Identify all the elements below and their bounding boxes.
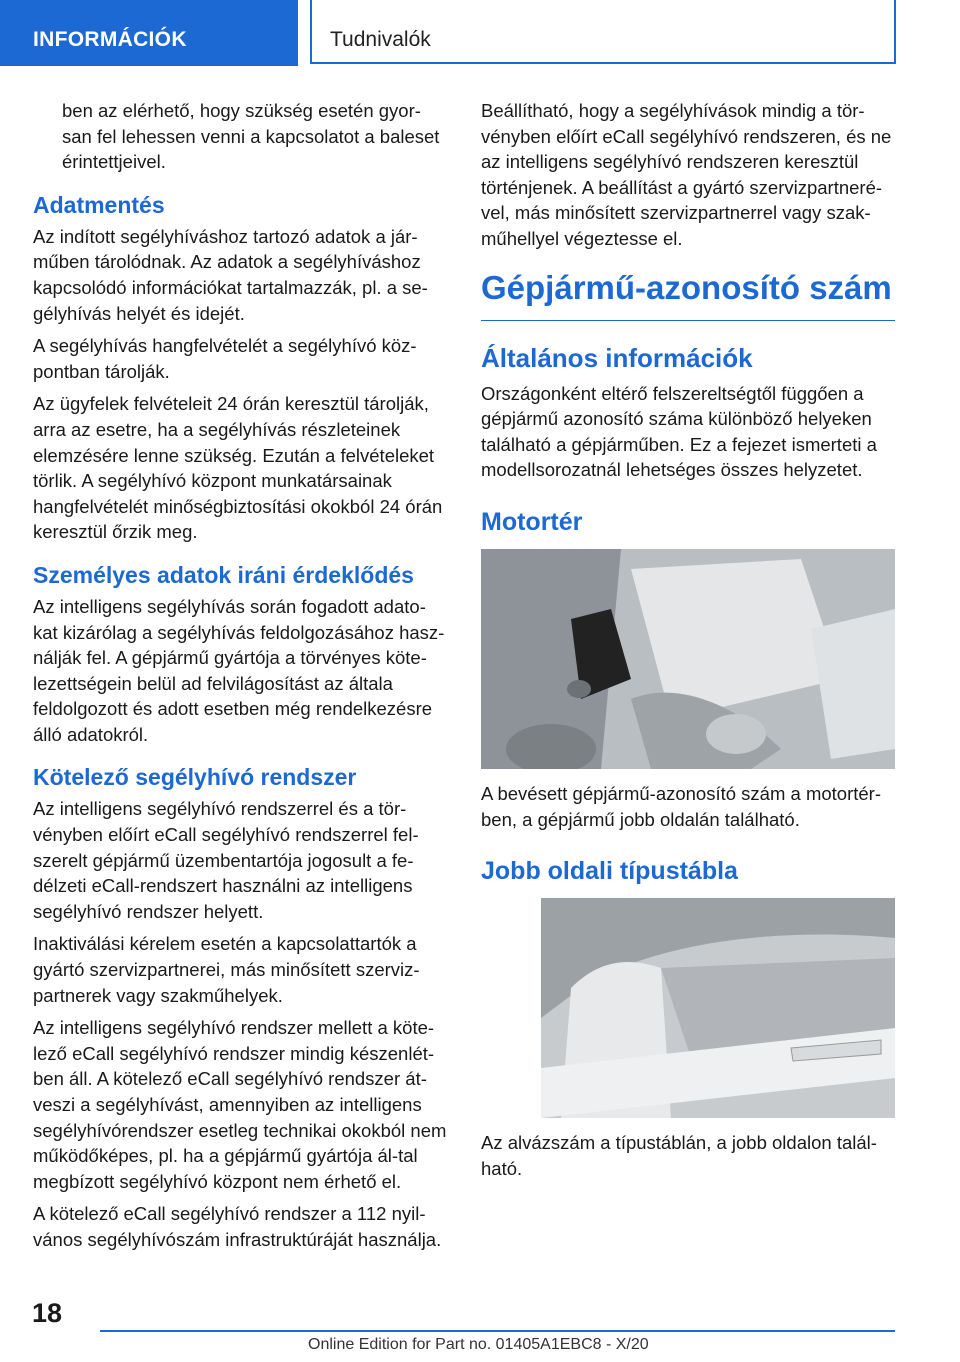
tipustabla-heading: Jobb oldali típustábla [481, 857, 738, 886]
section-tab: INFORMÁCIÓK [0, 0, 298, 66]
edition-text: Online Edition for Part no. 01405A1EBC8 - X/20 [308, 1336, 649, 1353]
left-intro-paragraph: ben az elérhető, hogy szükség esetén gyor-san fel lehessen venni a kapcsolatot a baleset érintettjeivel. [62, 100, 440, 173]
kotelezo-heading: Kötelező segélyhívó rendszer [33, 764, 357, 791]
altalanos-heading: Általános információk [481, 342, 753, 373]
right-intro-paragraph: Beállítható, hogy a segélyhívások mindig a tör-vényben előírt eCall segélyhívó rendszeren, és ne az intelligens segélyhívó rendszeren keresztül történjenek. A beállítást a gyártó szervizpartneré-vel, más minősített szervizpartnerrel vagy szak-műhellyel végeztesse el. [481, 100, 892, 249]
door-sill-illustration [541, 898, 895, 1118]
kotelezo-paragraph-3: Az intelligens segélyhívó rendszer mellett a köte-lező eCall segélyhívó rendszer mindig készenlét-ben áll. A kötelező eCall segélyhívó rendszer át-veszi a segélyhívást, amennyiben az intelligens segélyhívórendszer esetleg technikai okokból nem működőképes, pl. ha a gépjármű gyártója ál-tal megbízott segélyhívó központ nem érhető el. [33, 1017, 447, 1192]
kotelezo-paragraph-1: Az intelligens segélyhívó rendszerrel és a tör-vényben előírt eCall segélyhívó rendszerrel fel-szerelt gépjármű üzembentartója jogosult a fe-délzeti eCall-rendszert használni az intelligens segélyhívó rendszer helyett. [33, 798, 419, 922]
adatmentes-paragraph-2: A segélyhívás hangfelvételét a segélyhívó köz-pontban tárolják. [33, 335, 417, 382]
page-number: 18 [32, 1298, 63, 1328]
tipustabla-caption: Az alvázszám a típustáblán, a jobb oldalon talál-ható. [481, 1132, 877, 1179]
engine-bay-photo [481, 549, 895, 769]
motorter-heading: Motortér [481, 507, 583, 536]
door-sill-photo [541, 898, 895, 1118]
szemelyes-heading: Személyes adatok iráni érdeklődés [33, 561, 414, 588]
adatmentes-paragraph-1: Az indított segélyhíváshoz tartozó adatok a jár-műben tárolódnak. Az adatok a segélyhíváshoz kapcsolódó információkat tartalmazzák, pl. a se-gélyhívás helyét és idejét. [33, 225, 428, 324]
kotelezo-paragraph-4: A kötelező eCall segélyhívó rendszer a 112 nyil-vános segélyhívószám infrastruktúráját használja. [33, 1203, 442, 1250]
right-column [481, 98, 895, 1188]
chapter-tab: Tudnivalók [310, 0, 896, 64]
adatmentes-paragraph-3: Az ügyfelek felvételeit 24 órán keresztül tárolják, arra az esetre, ha a segélyhívás részleteinek elemzésére lenne szükség. Ezután a felvételeket törlik. A segélyhívó központ munkatársainak hangfelvételét minőségbiztosítási okokból 24 órán keresztül őrzik meg. [33, 393, 443, 543]
kotelezo-paragraph-2: Inaktiválási kérelem esetén a kapcsolattartók a gyártó szervizpartnerei, más minősített szerviz-partnerek vagy szakműhelyek. [33, 933, 420, 1006]
adatmentes-heading: Adatmentés [33, 191, 165, 218]
footer-divider [100, 1330, 895, 1332]
szemelyes-paragraph-1: Az intelligens segélyhívás során fogadott adato-kat kizárólag a segélyhívás feldolgozásához hasz-nálják fel. A gépjármű gyártója a törvényes köte-lezettségein belül ad felvilágosítást az általa feldolgozott és adott esetben még rendelkezésre álló adatokról. [33, 595, 445, 745]
vin-main-heading: Gépjármű-azonosító szám [481, 266, 895, 321]
engine-bay-illustration [481, 549, 895, 769]
motorter-caption: A bevésett gépjármű-azonosító szám a motortér-ben, a gépjármű jobb oldalán található. [481, 782, 881, 830]
page-header [0, 0, 960, 66]
altalanos-paragraph: Országonként eltérő felszereltségtől függően a gépjármű azonosító száma különböző helyeken található a gépjárműben. Ez a fejezet ismerteti a modellsorozatnál lehetséges összes helyzetet. [481, 382, 877, 481]
left-column [33, 98, 447, 1260]
